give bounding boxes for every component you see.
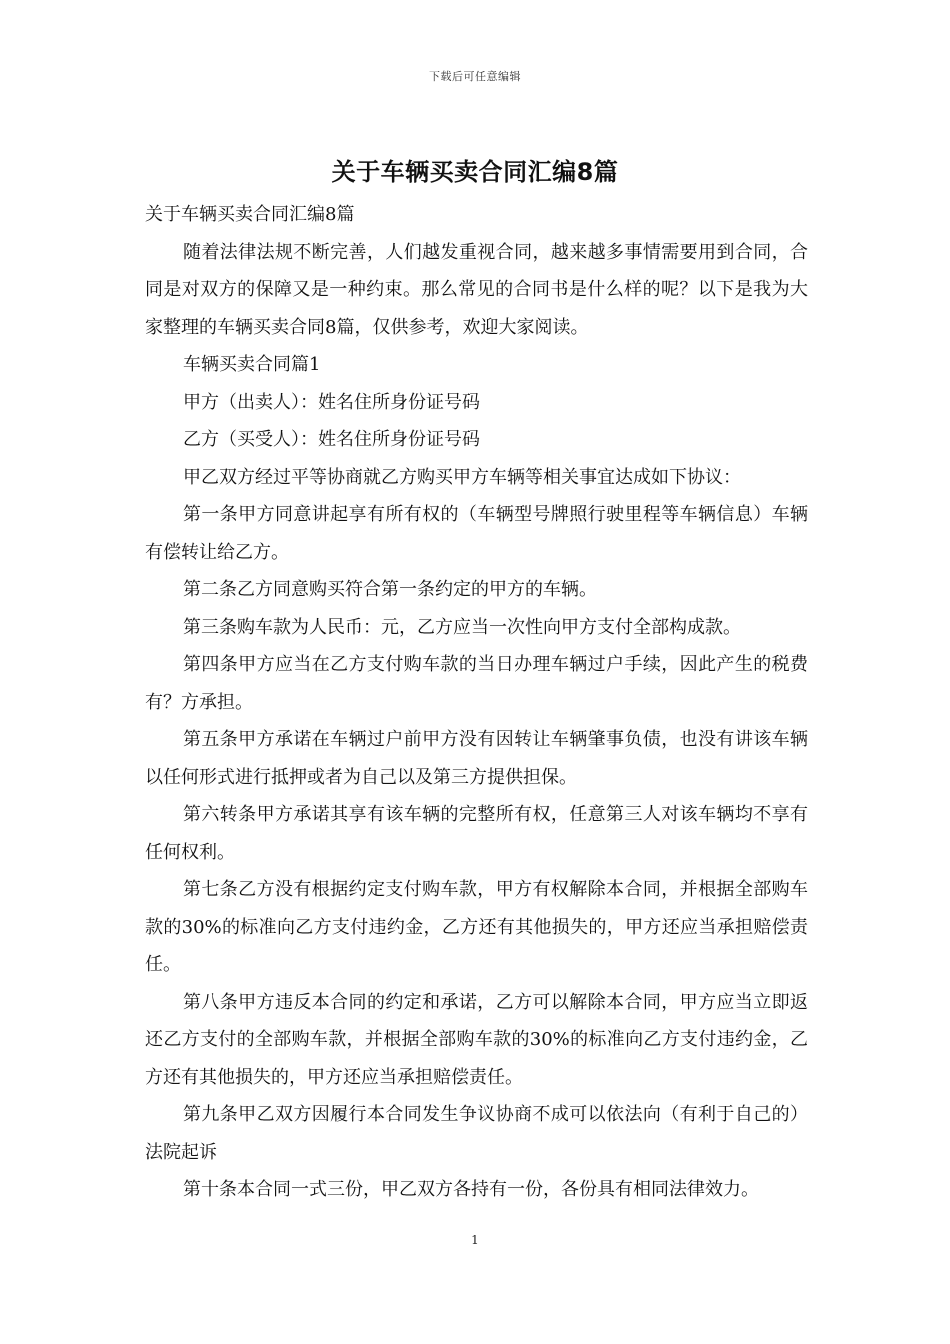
page-header-note: 下载后可任意编辑 (429, 70, 521, 83)
paragraph: 甲方（出卖人）：姓名住所身份证号码 (183, 391, 480, 413)
paragraph: 第二条乙方同意购买符合第一条约定的甲方的车辆。 (183, 579, 597, 600)
paragraph: 第八条甲方违反本合同的约定和承诺，乙方可以解除本合同，甲方应当立即返还乙方支付的全部购车款，并根据全部购车款的30%的标准向乙方支付违约金，乙方还有其他损失的，甲方还应当承担赔偿责任。 (145, 991, 808, 1088)
document-title: 关于车辆买卖合同汇编8篇 (331, 158, 619, 186)
paragraph: 第三条购车款为人民币：元，乙方应当一次性向甲方支付全部构成款。 (183, 616, 741, 638)
paragraph: 乙方（买受人）：姓名住所身份证号码 (183, 429, 480, 450)
paragraph: 随着法律法规不断完善，人们越发重视合同，越来越多事情需要用到合同，合同是对双方的保障又是一种约束。那么常见的合同书是什么样的呢？以下是我为大家整理的车辆买卖合同8篇，仅供参考，欢迎大家阅读。 (145, 241, 808, 338)
paragraph: 关于车辆买卖合同汇编8篇 (145, 204, 355, 225)
paragraph: 第五条甲方承诺在车辆过户前甲方没有因转让车辆肇事负债，也没有讲该车辆以任何形式进行抵押或者为自己以及第三方提供担保。 (145, 729, 808, 788)
paragraph: 第一条甲方同意讲起享有所有权的（车辆型号牌照行驶里程等车辆信息）车辆有偿转让给乙方。 (145, 504, 808, 563)
paragraph: 第六转条甲方承诺其享有该车辆的完整所有权，任意第三人对该车辆均不享有任何权利。 (145, 804, 808, 863)
document-body (145, 196, 808, 1209)
page-number: 1 (471, 1233, 479, 1247)
paragraph: 第九条甲乙双方因履行本合同发生争议协商不成可以依法向（有利于自己的）法院起诉 (145, 1104, 808, 1163)
paragraph: 第七条乙方没有根据约定支付购车款，甲方有权解除本合同，并根据全部购车款的30%的标准向乙方支付违约金，乙方还有其他损失的，甲方还应当承担赔偿责任。 (145, 879, 808, 975)
paragraph: 第四条甲方应当在乙方支付购车款的当日办理车辆过户手续，因此产生的税费有？方承担。 (145, 654, 808, 713)
paragraph: 甲乙双方经过平等协商就乙方购买甲方车辆等相关事宜达成如下协议： (183, 466, 741, 488)
paragraph: 车辆买卖合同篇1 (183, 354, 321, 375)
paragraph: 第十条本合同一式三份，甲乙双方各持有一份，各份具有相同法律效力。 (183, 1179, 759, 1200)
